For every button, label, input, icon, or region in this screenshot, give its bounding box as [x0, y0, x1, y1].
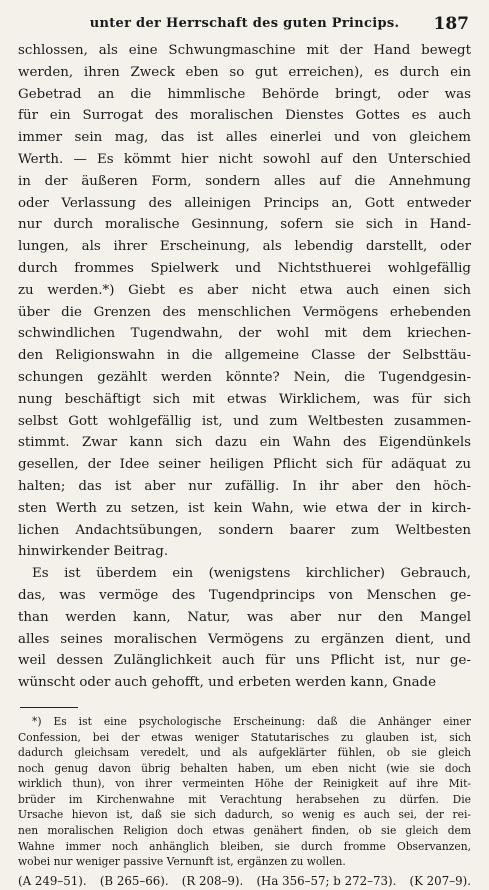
footnote-line: wirklich thun), von ihrer vermeinten Höhe der Reinigkeit auf ihre Mit-	[18, 777, 471, 791]
footnote	[18, 714, 471, 870]
text-line: lichen Andachtsübungen, sondern baarer zum Weltbesten	[18, 522, 471, 538]
footnote-line: Wahne immer noch anhänglich bleiben, sie durch fromme Observanzen,	[18, 839, 471, 853]
citation: (R 208–9).	[181, 873, 244, 888]
footnote-line: noch genug davon übrig behalten haben, um eben nicht (wie sie doch	[18, 761, 471, 775]
text-line: schwindlichen Tugendwahn, der wohl mit dem kriechen-	[18, 326, 471, 342]
running-head	[18, 14, 471, 40]
text-line: schungen gezählt werden könnte? Nein, die Tugendgesin-	[18, 369, 471, 385]
text-line: zu werden.*) Giebt es aber nicht etwa auch einen sich	[18, 282, 471, 298]
footnote-line: Confession, bei der etwas weniger Statutarisches zu glauben ist, sich	[18, 730, 471, 744]
text-line: gesellen, der Idee seiner heiligen Pflicht sich für adäquat zu	[18, 457, 471, 473]
citation: (B 265–66).	[99, 873, 169, 888]
text-line: halten; das ist aber nur zufällig. In ihr aber den höch-	[18, 478, 471, 494]
text-line: alles seines moralischen Vermögens zu ergänzen dient, und	[18, 631, 471, 647]
text-line: than werden kann, Natur, was aber nur den Mangel	[18, 609, 471, 625]
text-line: das, was vermöge des Tugendprincips von Menschen ge-	[18, 587, 471, 603]
text-line: Gebetrad an die himmlische Behörde bringt, oder was	[18, 86, 471, 102]
footnote-line: wobei nur weniger passive Vernunft ist, ergänzen zu wollen.	[18, 855, 346, 869]
body-text	[18, 40, 471, 694]
citation: (Ha 356–57; b 272–73).	[256, 873, 397, 888]
edition-citations	[18, 872, 471, 890]
text-line: den Religionswahn in die allgemeine Classe der Selbsttäu-	[18, 348, 471, 364]
text-line: sten Werth zu setzen, ist kein Wahn, wie etwa der in kirch-	[18, 500, 471, 516]
text-line: hinwirkender Beitrag.	[18, 544, 169, 560]
footnote-rule	[20, 707, 78, 708]
text-line: lungen, als ihrer Erscheinung, als lebendig darstellt, oder	[18, 239, 471, 255]
running-title: unter der Herrschaft des guten Princips.	[89, 16, 400, 31]
text-line: nur durch moralische Gesinnung, sofern sie sich in Hand-	[18, 217, 471, 233]
text-line: über die Grenzen des menschlichen Vermögens erhebenden	[18, 304, 471, 320]
citation: (K 207–9).	[409, 873, 471, 888]
text-line: selbst Gott wohlgefällig ist, und zum Weltbesten zusammen-	[18, 413, 471, 429]
text-line: Werth. — Es kömmt hier nicht sowohl auf den Unterschied	[18, 151, 471, 167]
text-line: weil dessen Zulänglichkeit auch für uns Pflicht ist, nur ge-	[18, 653, 471, 669]
text-line: für ein Surrogat des moralischen Dienstes Gottes es auch	[18, 108, 471, 124]
footnote-line: dadurch gleichsam veredelt, und als aufgeklärter fühlen, ob sie gleich	[18, 746, 471, 760]
page-number: 187	[433, 14, 469, 34]
text-line: stimmt. Zwar kann sich dazu ein Wahn des Eigendünkels	[18, 435, 471, 451]
footnote-line: brüder im Kirchenwahne mit Verachtung herabsehen zu dürfen. Die	[18, 792, 471, 806]
text-line: schlossen, als eine Schwungmaschine mit der Hand bewegt	[18, 43, 471, 58]
text-line: durch frommes Spielwerk und Nichtsthuerei wohlgefällig	[18, 260, 471, 276]
text-line: wünscht oder auch gehofft, und erbeten werden kann, Gnade	[18, 675, 437, 691]
footnote-line: *) Es ist eine psychologische Erscheinung: daß die Anhänger einer	[32, 714, 471, 728]
text-line: oder Verlassung des alleinigen Princips an, Gott entweder	[18, 195, 471, 211]
text-line: werden, ihren Zweck eben so gut erreichen), es durch ein	[18, 64, 471, 80]
text-line: Es ist überdem ein (wenigstens kirchlicher) Gebrauch,	[32, 566, 471, 582]
text-line: immer sein mag, das ist alles einerlei und von gleichem	[18, 130, 471, 146]
footnote-line: nen moralischen Religion doch etwas genähert finden, ob sie gleich dem	[18, 824, 471, 838]
citation: (A 249–51).	[18, 873, 87, 888]
text-line: in der äußeren Form, sondern alles auf die Annehmung	[18, 173, 471, 189]
text-line: nung beschäftigt sich mit etwas Wirklichem, was für sich	[18, 391, 471, 407]
footnote-line: Ursache hievon ist, daß sie sich dadurch, so wenig es auch sei, der rei-	[18, 808, 471, 822]
